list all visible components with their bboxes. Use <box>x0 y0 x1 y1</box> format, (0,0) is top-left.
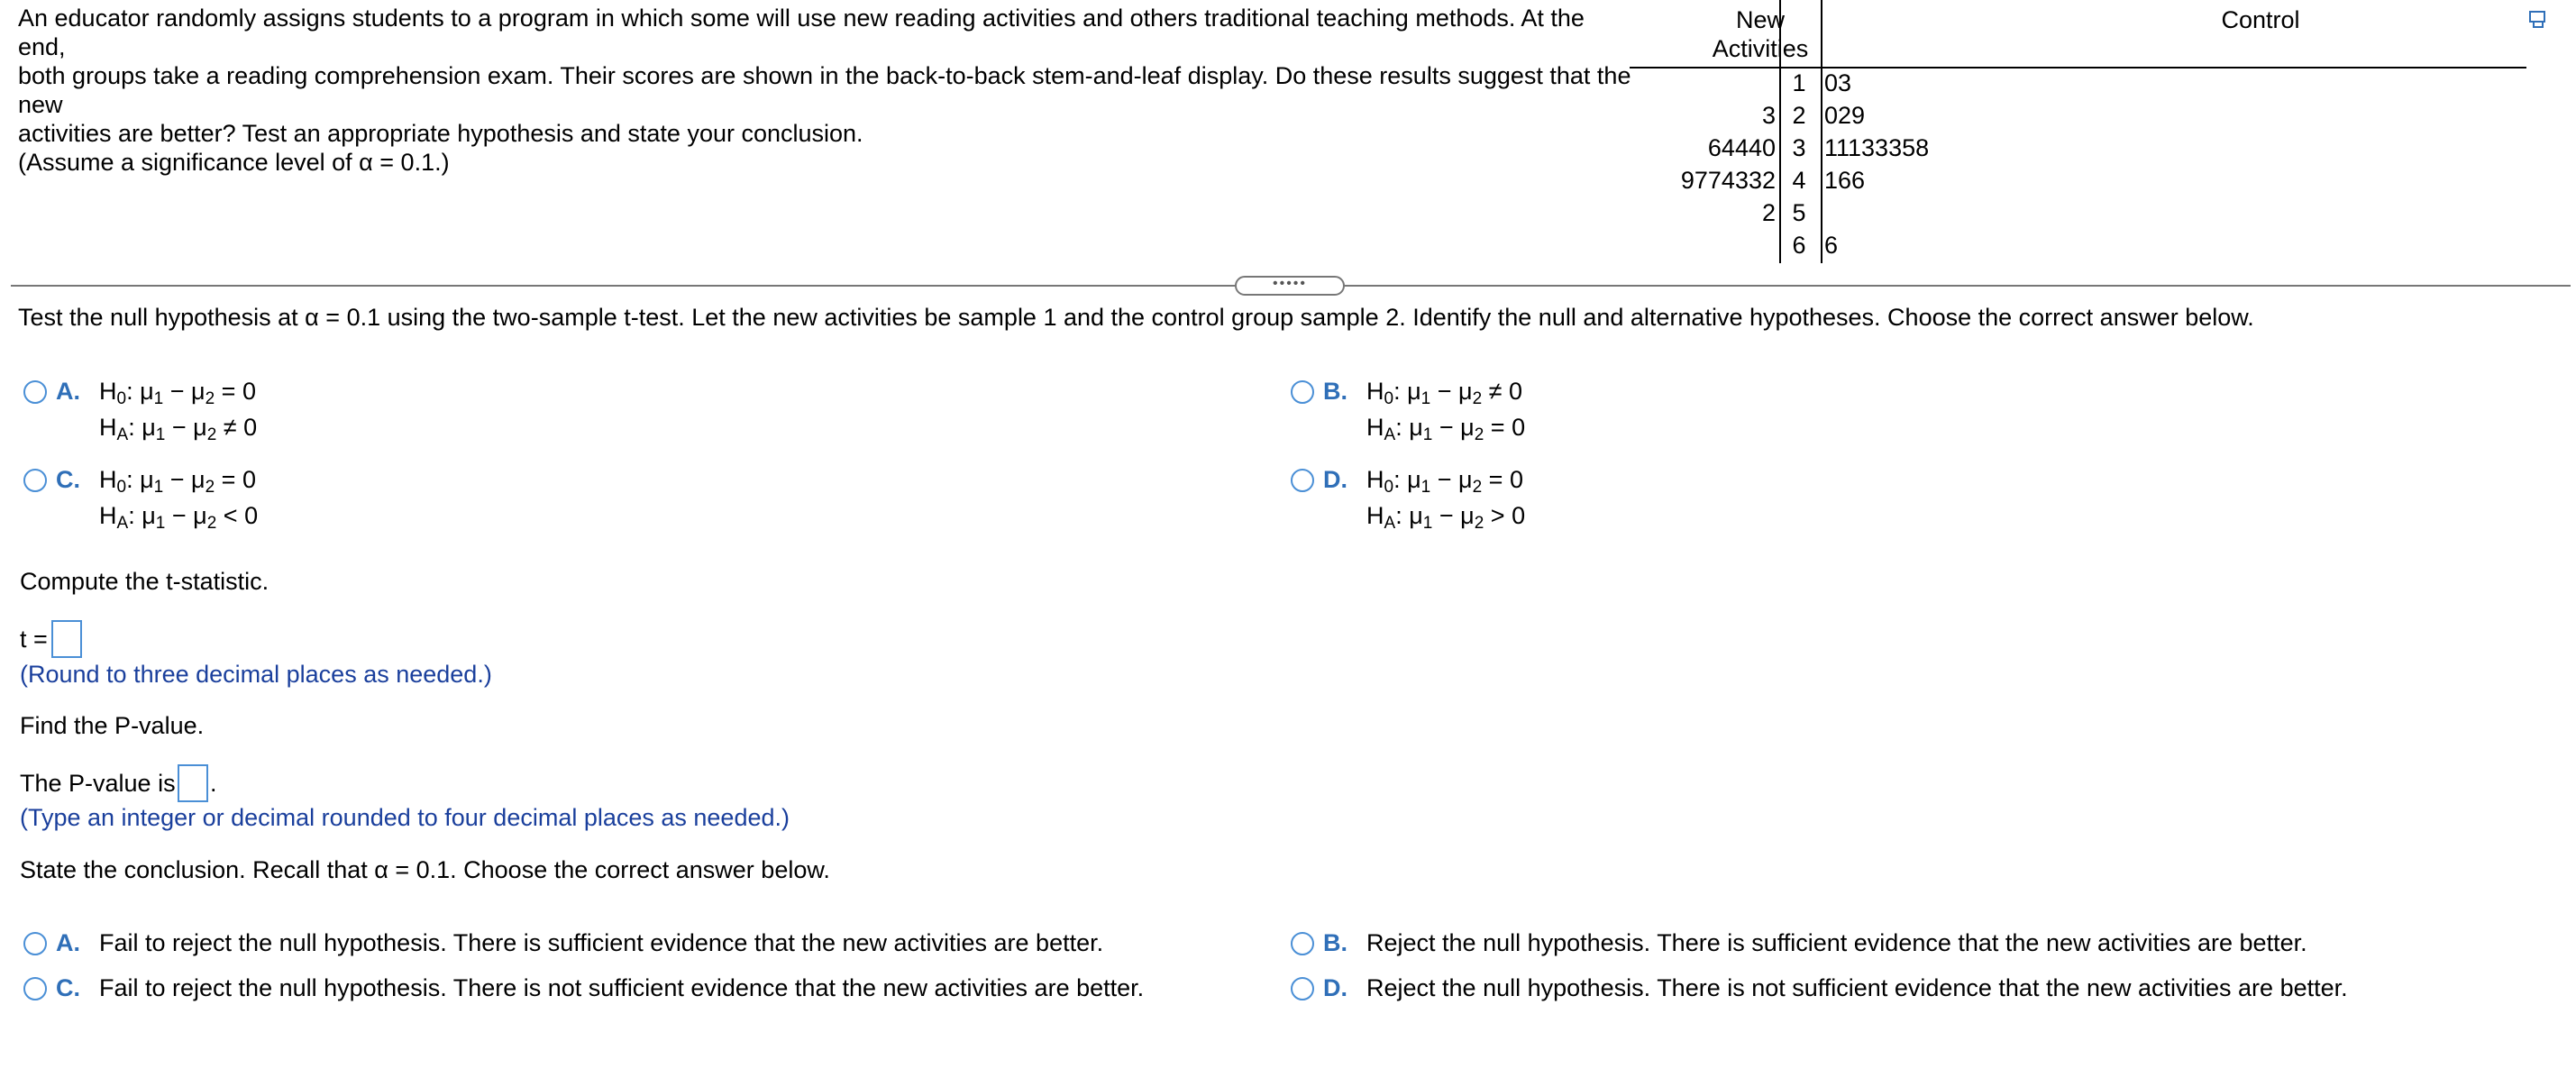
problem-line: An educator randomly assigns students to a program in which some will use new reading activities and others traditional teaching methods. At the end, <box>18 5 1585 60</box>
problem-line: activities are better? Test an appropriate hypothesis and state your conclusion. <box>18 120 863 147</box>
p-value-hint: (Type an integer or decimal rounded to four decimal places as needed.) <box>20 804 790 831</box>
right-leaves: 11133358 <box>1824 134 1930 161</box>
t-statistic-input[interactable] <box>51 620 82 658</box>
option-letter: A. <box>56 929 80 956</box>
p-value-input[interactable] <box>178 764 208 802</box>
right-leaves: 029 <box>1824 102 1866 129</box>
option-letter: B. <box>1323 929 1347 956</box>
left-header-line2: Activities <box>1712 35 1809 62</box>
stem: 5 <box>1792 199 1806 226</box>
null-hypothesis: $H_0$: $\mu_1 - \mu_2 = 0$ <box>99 466 256 497</box>
right-header: Control <box>2221 6 2300 33</box>
t-statistic-prompt: Compute the t-statistic. <box>20 568 269 595</box>
stem-row <box>1630 132 2531 164</box>
stem: 4 <box>1792 167 1806 194</box>
left-leaves: 2 <box>1761 199 1776 226</box>
stem: 6 <box>1792 232 1806 259</box>
stem: 2 <box>1792 102 1806 129</box>
radio-button[interactable] <box>23 977 47 1000</box>
p-value-suffix: . <box>210 770 217 797</box>
problem-statement <box>18 4 1631 177</box>
radio-button[interactable] <box>1291 932 1314 955</box>
problem-line: both groups take a reading comprehension exam. Their scores are shown in the back-to-back stem-and-leaf display. Do these results suggest that the new <box>18 62 1631 118</box>
option-letter: D. <box>1323 466 1347 493</box>
null-hypothesis: $H_0$: $\mu_1 - \mu_2 = 0$ <box>99 378 256 408</box>
option-letter: B. <box>1323 378 1347 405</box>
radio-button[interactable] <box>23 380 47 404</box>
alternative-hypothesis: $H_A$: $\mu_1 - \mu_2 \ne 0$ <box>99 414 258 444</box>
t-hint: (Round to three decimal places as needed.) <box>20 661 492 688</box>
stem-leaf-display <box>1630 0 2531 270</box>
option-letter: C. <box>56 466 80 493</box>
stem-row <box>1630 196 2531 229</box>
right-leaves: 03 <box>1824 69 1852 96</box>
option-letter: D. <box>1323 974 1347 1001</box>
option-text: Reject the null hypothesis. There is sufficient evidence that the new activities are better. <box>1366 929 2307 956</box>
alternative-hypothesis: $H_A$: $\mu_1 - \mu_2 = 0$ <box>1366 414 1526 444</box>
stem-row <box>1630 67 2531 99</box>
stem-row <box>1630 164 2531 196</box>
p-value-label: The P-value is <box>20 770 176 797</box>
option-text: Fail to reject the null hypothesis. There is sufficient evidence that the new activities are better. <box>99 929 1104 956</box>
t-label: t = <box>20 626 48 653</box>
expand-window-icon[interactable] <box>2528 9 2548 31</box>
option-letter: C. <box>56 974 80 1001</box>
left-header-line1: New <box>1735 6 1785 33</box>
alternative-hypothesis: $H_A$: $\mu_1 - \mu_2 < 0$ <box>99 502 259 533</box>
radio-button[interactable] <box>1291 380 1314 404</box>
left-leaves: 3 <box>1761 102 1776 129</box>
alternative-hypothesis: $H_A$: $\mu_1 - \mu_2 > 0$ <box>1366 502 1526 533</box>
radio-button[interactable] <box>23 469 47 492</box>
option-letter: A. <box>56 378 80 405</box>
stem: 3 <box>1792 134 1806 161</box>
stem-row <box>1630 99 2531 132</box>
p-value-prompt: Find the P-value. <box>20 712 205 739</box>
right-leaves: 166 <box>1824 167 1866 194</box>
conclusion-prompt: State the conclusion. Recall that α = 0.1. Choose the correct answer below. <box>20 856 830 883</box>
radio-button[interactable] <box>23 932 47 955</box>
stem-row <box>1630 229 2531 261</box>
radio-button[interactable] <box>1291 469 1314 492</box>
left-leaves: 64440 <box>1707 134 1776 161</box>
stem: 1 <box>1792 69 1806 96</box>
expand-handle[interactable]: ••••• <box>1235 276 1345 296</box>
option-text: Fail to reject the null hypothesis. There is not sufficient evidence that the new activities are better. <box>99 974 1145 1001</box>
hypothesis-prompt: Test the null hypothesis at α = 0.1 using the two-sample t-test. Let the new activities be sample 1 and the control group sample 2. Identify the null and alternative hypotheses. Choose the correct answer below. <box>18 304 2254 331</box>
radio-button[interactable] <box>1291 977 1314 1000</box>
right-leaves: 6 <box>1824 232 1839 259</box>
null-hypothesis: $H_0$: $\mu_1 - \mu_2 = 0$ <box>1366 466 1523 497</box>
problem-line: (Assume a significance level of α = 0.1.) <box>18 149 450 176</box>
null-hypothesis: $H_0$: $\mu_1 - \mu_2 \ne 0$ <box>1366 378 1523 408</box>
left-leaves: 9774332 <box>1680 167 1776 194</box>
option-text: Reject the null hypothesis. There is not sufficient evidence that the new activities are better. <box>1366 974 2348 1001</box>
